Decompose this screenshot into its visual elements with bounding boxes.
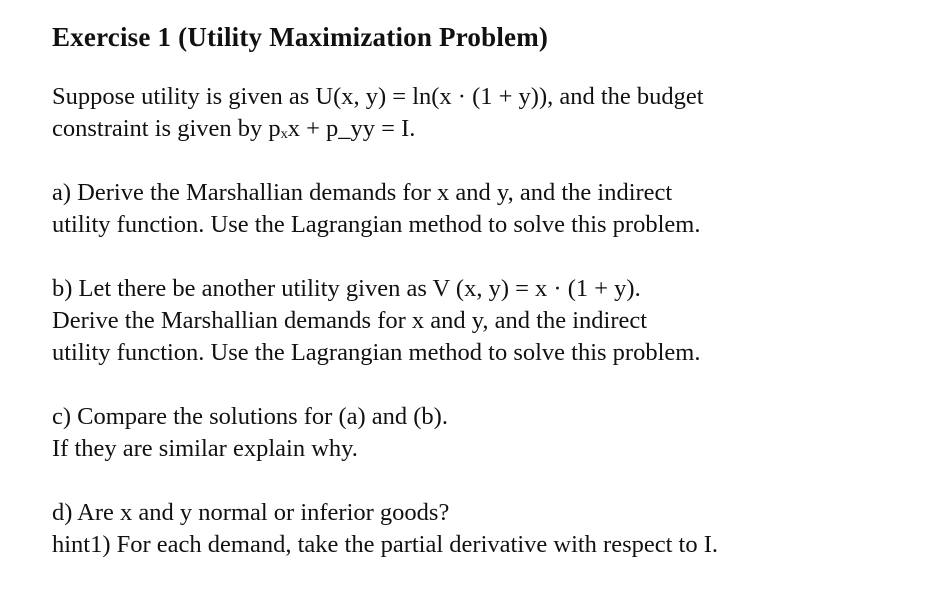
question-d-line-1: d) Are x and y normal or inferior goods?	[52, 499, 450, 526]
question-b-line-1: b) Let there be another utility given as V (x, y) = x · (1 + y).	[52, 275, 641, 302]
exercise-document	[52, 18, 932, 593]
hint-line: hint1) For each demand, take the partial derivative with respect to I.	[52, 531, 719, 558]
question-a-line-2: utility function. Use the Lagrangian method to solve this problem.	[52, 211, 701, 238]
question-a-line-1: a) Derive the Marshallian demands for x and y, and the indirect	[52, 179, 673, 206]
problem-statement-line-1: Suppose utility is given as U(x, y) = ln(x · (1 + y)), and the budget	[52, 83, 704, 110]
question-c	[52, 401, 932, 465]
question-b-line-2: Derive the Marshallian demands for x and y, and the indirect	[52, 307, 648, 334]
question-c-line-1: c) Compare the solutions for (a) and (b).	[52, 403, 448, 430]
problem-statement	[52, 81, 932, 145]
exercise-title: Exercise 1 (Utility Maximization Problem)	[52, 22, 549, 52]
question-c-line-2: If they are similar explain why.	[52, 435, 358, 462]
question-b-line-3: utility function. Use the Lagrangian method to solve this problem.	[52, 339, 701, 366]
question-b	[52, 273, 932, 369]
problem-statement-line-2: constraint is given by pₓx + p_yy = I.	[52, 115, 416, 142]
question-d	[52, 497, 932, 561]
question-a	[52, 177, 932, 241]
